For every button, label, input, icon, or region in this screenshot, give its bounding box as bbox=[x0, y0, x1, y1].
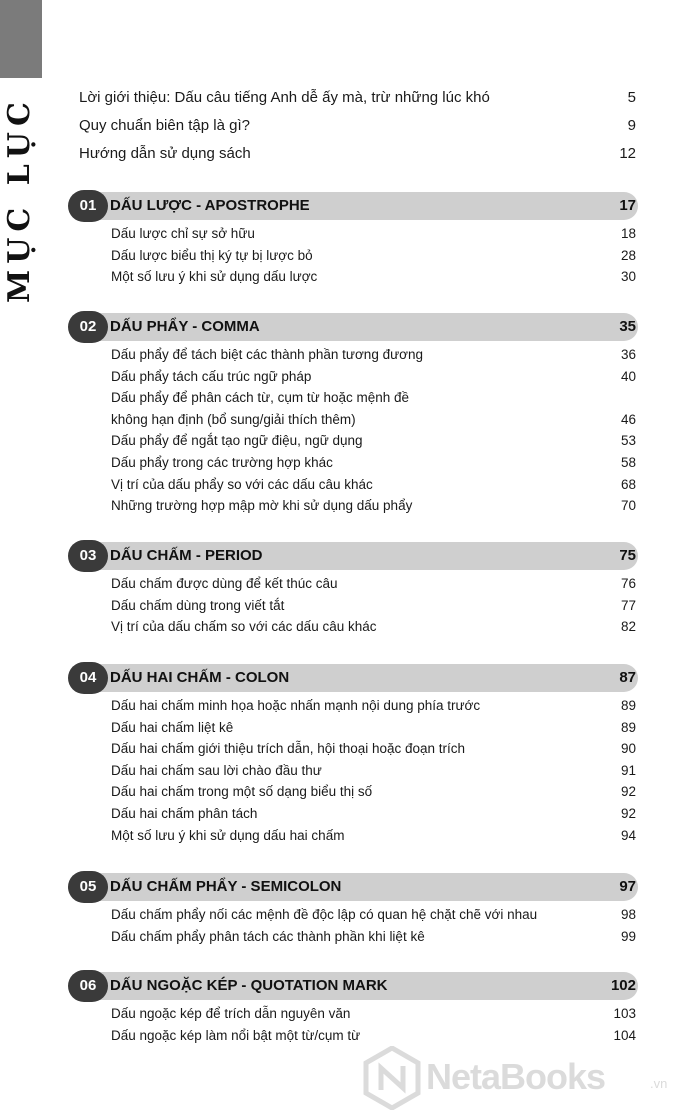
toc-entry[interactable] bbox=[68, 696, 638, 718]
chapter-items bbox=[68, 224, 638, 289]
entry-page: 70 bbox=[620, 498, 636, 514]
chapter-page: 102 bbox=[610, 977, 636, 994]
watermark-brand: NetaBooks bbox=[426, 1056, 606, 1097]
toc-entry[interactable] bbox=[68, 345, 638, 367]
chapter-number-badge: 02 bbox=[68, 311, 108, 343]
toc-entry[interactable] bbox=[68, 617, 638, 639]
entry-page: 99 bbox=[620, 928, 636, 944]
chapter-items bbox=[68, 1004, 638, 1047]
toc-entry[interactable] bbox=[68, 431, 638, 453]
entry-title: Dấu phẩy trong các trường hợp khác bbox=[111, 454, 333, 470]
toc-entry[interactable] bbox=[68, 224, 638, 246]
toc-entry[interactable] bbox=[68, 927, 638, 949]
chapter-page: 75 bbox=[619, 547, 636, 564]
entry-page: 77 bbox=[620, 597, 636, 613]
chapter-header[interactable] bbox=[68, 662, 638, 694]
entry-page: 68 bbox=[620, 476, 636, 492]
toc-entry[interactable] bbox=[68, 453, 638, 475]
entry-page: 89 bbox=[620, 698, 636, 713]
toc-entry[interactable] bbox=[68, 388, 638, 410]
toc-entry[interactable] bbox=[68, 782, 638, 804]
chapter-section bbox=[68, 662, 638, 847]
toc-entry[interactable] bbox=[68, 267, 638, 289]
toc-entry[interactable] bbox=[68, 1026, 638, 1048]
entry-title: Dấu chấm được dùng để kết thúc câu bbox=[111, 576, 338, 591]
watermark bbox=[360, 1046, 690, 1112]
toc-entry[interactable] bbox=[68, 826, 638, 848]
chapter-items bbox=[68, 574, 638, 639]
chapter-section bbox=[68, 540, 638, 639]
chapter-items bbox=[68, 345, 638, 518]
entry-page: 40 bbox=[620, 368, 636, 384]
chapter-page: 97 bbox=[619, 878, 636, 895]
entry-title: Dấu ngoặc kép làm nổi bật một từ/cụm từ bbox=[111, 1027, 361, 1043]
entry-title: Một số lưu ý khi sử dụng dấu lược bbox=[111, 269, 318, 285]
toc-entry[interactable] bbox=[68, 246, 638, 268]
toc-entry[interactable] bbox=[68, 596, 638, 618]
toc-entry[interactable] bbox=[68, 718, 638, 740]
corner-tab bbox=[0, 0, 42, 78]
chapter-number-badge: 05 bbox=[68, 871, 108, 903]
chapter-header[interactable] bbox=[68, 871, 638, 903]
entry-page: 76 bbox=[620, 576, 636, 591]
entry-title: không hạn định (bổ sung/giải thích thêm) bbox=[111, 411, 356, 427]
entry-page: 30 bbox=[620, 269, 636, 285]
entry-page: 12 bbox=[619, 145, 636, 162]
entry-page: 9 bbox=[627, 117, 636, 134]
entry-title: Dấu hai chấm liệt kê bbox=[111, 719, 234, 735]
chapter-section bbox=[68, 311, 638, 518]
entry-title: Dấu lược biểu thị ký tự bị lược bỏ bbox=[111, 247, 313, 263]
chapter-title: DẤU NGOẶC KÉP - QUOTATION MARK bbox=[110, 977, 388, 994]
entry-title: Dấu phẩy tách cấu trúc ngữ pháp bbox=[111, 368, 312, 384]
entry-title: Vị trí của dấu phẩy so với các dấu câu khác bbox=[111, 476, 373, 492]
entry-page: 18 bbox=[620, 226, 636, 241]
entry-page: 58 bbox=[620, 454, 636, 470]
chapter-number-badge: 06 bbox=[68, 970, 108, 1002]
chapter-header[interactable] bbox=[68, 311, 638, 343]
chapter-page: 35 bbox=[619, 318, 636, 335]
entry-page: 36 bbox=[620, 347, 636, 362]
chapter-number-badge: 04 bbox=[68, 662, 108, 694]
toc-entry[interactable] bbox=[68, 574, 638, 596]
entry-page: 94 bbox=[620, 827, 636, 843]
chapter-section bbox=[68, 970, 638, 1047]
entry-page: 53 bbox=[620, 433, 636, 449]
entry-title: Dấu lược chỉ sự sở hữu bbox=[111, 226, 255, 241]
chapter-header[interactable] bbox=[68, 970, 638, 1002]
chapter-items bbox=[68, 696, 638, 847]
entry-page: 104 bbox=[613, 1027, 636, 1043]
chapter-page: 87 bbox=[619, 669, 636, 686]
intro-entry[interactable] bbox=[79, 145, 636, 169]
intro-entry[interactable] bbox=[79, 89, 636, 113]
entry-title: Dấu phẩy để phân cách từ, cụm từ hoặc mệnh đề bbox=[111, 390, 410, 406]
intro-entry[interactable] bbox=[79, 117, 636, 141]
chapter-page: 17 bbox=[619, 197, 636, 214]
side-title: MỤC LỤC bbox=[2, 96, 37, 304]
entry-page: 82 bbox=[620, 619, 636, 635]
entry-title: Dấu hai chấm minh họa hoặc nhấn mạnh nội dung phía trước bbox=[111, 698, 481, 713]
entry-page: 91 bbox=[620, 762, 636, 778]
chapter-header[interactable] bbox=[68, 540, 638, 572]
chapter-number-badge: 01 bbox=[68, 190, 108, 222]
entry-page: 90 bbox=[620, 741, 636, 757]
watermark-suffix: .vn bbox=[650, 1076, 668, 1091]
entry-page: 92 bbox=[620, 805, 636, 821]
entry-title: Những trường hợp mập mờ khi sử dụng dấu phẩy bbox=[111, 498, 413, 514]
entry-title: Lời giới thiệu: Dấu câu tiếng Anh dễ ấy mà, trừ những lúc khó bbox=[79, 89, 490, 106]
entry-title: Dấu chấm dùng trong viết tắt bbox=[111, 597, 285, 613]
netabooks-logo-icon bbox=[362, 1046, 422, 1110]
entry-page: 89 bbox=[620, 719, 636, 735]
toc-entry[interactable] bbox=[68, 475, 638, 497]
chapter-title: DẤU PHẨY - COMMA bbox=[110, 318, 260, 335]
entry-page: 92 bbox=[620, 784, 636, 800]
chapter-title: DẤU CHẤM PHẨY - SEMICOLON bbox=[110, 878, 342, 895]
toc-entry[interactable] bbox=[68, 496, 638, 518]
entry-title: Vị trí của dấu chấm so với các dấu câu khác bbox=[111, 619, 377, 635]
chapter-title: DẤU HAI CHẤM - COLON bbox=[110, 669, 290, 686]
entry-title: Quy chuẩn biên tập là gì? bbox=[79, 117, 250, 134]
chapter-number-badge: 03 bbox=[68, 540, 108, 572]
chapter-section bbox=[68, 871, 638, 948]
toc-entry[interactable] bbox=[68, 739, 638, 761]
toc-entry[interactable] bbox=[68, 804, 638, 826]
entry-title: Dấu hai chấm giới thiệu trích dẫn, hội thoại hoặc đoạn trích bbox=[111, 741, 466, 757]
toc-entry[interactable] bbox=[68, 410, 638, 432]
chapter-title: DẤU CHẤM - PERIOD bbox=[110, 547, 263, 564]
entry-title: Dấu hai chấm trong một số dạng biểu thị số bbox=[111, 784, 373, 800]
toc-entry[interactable] bbox=[68, 761, 638, 783]
entry-page: 98 bbox=[620, 907, 636, 922]
entry-title: Dấu phẩy để ngắt tạo ngữ điệu, ngữ dụng bbox=[111, 433, 363, 449]
entry-title: Dấu ngoặc kép để trích dẫn nguyên văn bbox=[111, 1006, 351, 1021]
entry-page: 46 bbox=[620, 411, 636, 427]
entry-title: Dấu chấm phẩy nối các mệnh đề độc lập có quan hệ chặt chẽ với nhau bbox=[111, 907, 538, 922]
chapter-section bbox=[68, 190, 638, 289]
chapter-items bbox=[68, 905, 638, 948]
entry-page: 5 bbox=[627, 89, 636, 106]
entry-title: Dấu phẩy để tách biệt các thành phần tương đương bbox=[111, 347, 423, 362]
toc-entry[interactable] bbox=[68, 905, 638, 927]
chapter-title: DẤU LƯỢC - APOSTROPHE bbox=[110, 197, 310, 214]
entry-page: 103 bbox=[613, 1006, 636, 1021]
toc-entry[interactable] bbox=[68, 1004, 638, 1026]
entry-title: Dấu chấm phẩy phân tách các thành phần khi liệt kê bbox=[111, 928, 425, 944]
entry-title: Một số lưu ý khi sử dụng dấu hai chấm bbox=[111, 827, 345, 843]
toc-entry[interactable] bbox=[68, 367, 638, 389]
entry-title: Hướng dẫn sử dụng sách bbox=[79, 145, 251, 162]
chapter-header[interactable] bbox=[68, 190, 638, 222]
entry-title: Dấu hai chấm sau lời chào đầu thư bbox=[111, 762, 322, 778]
entry-title: Dấu hai chấm phân tách bbox=[111, 805, 258, 821]
entry-page: 28 bbox=[620, 247, 636, 263]
